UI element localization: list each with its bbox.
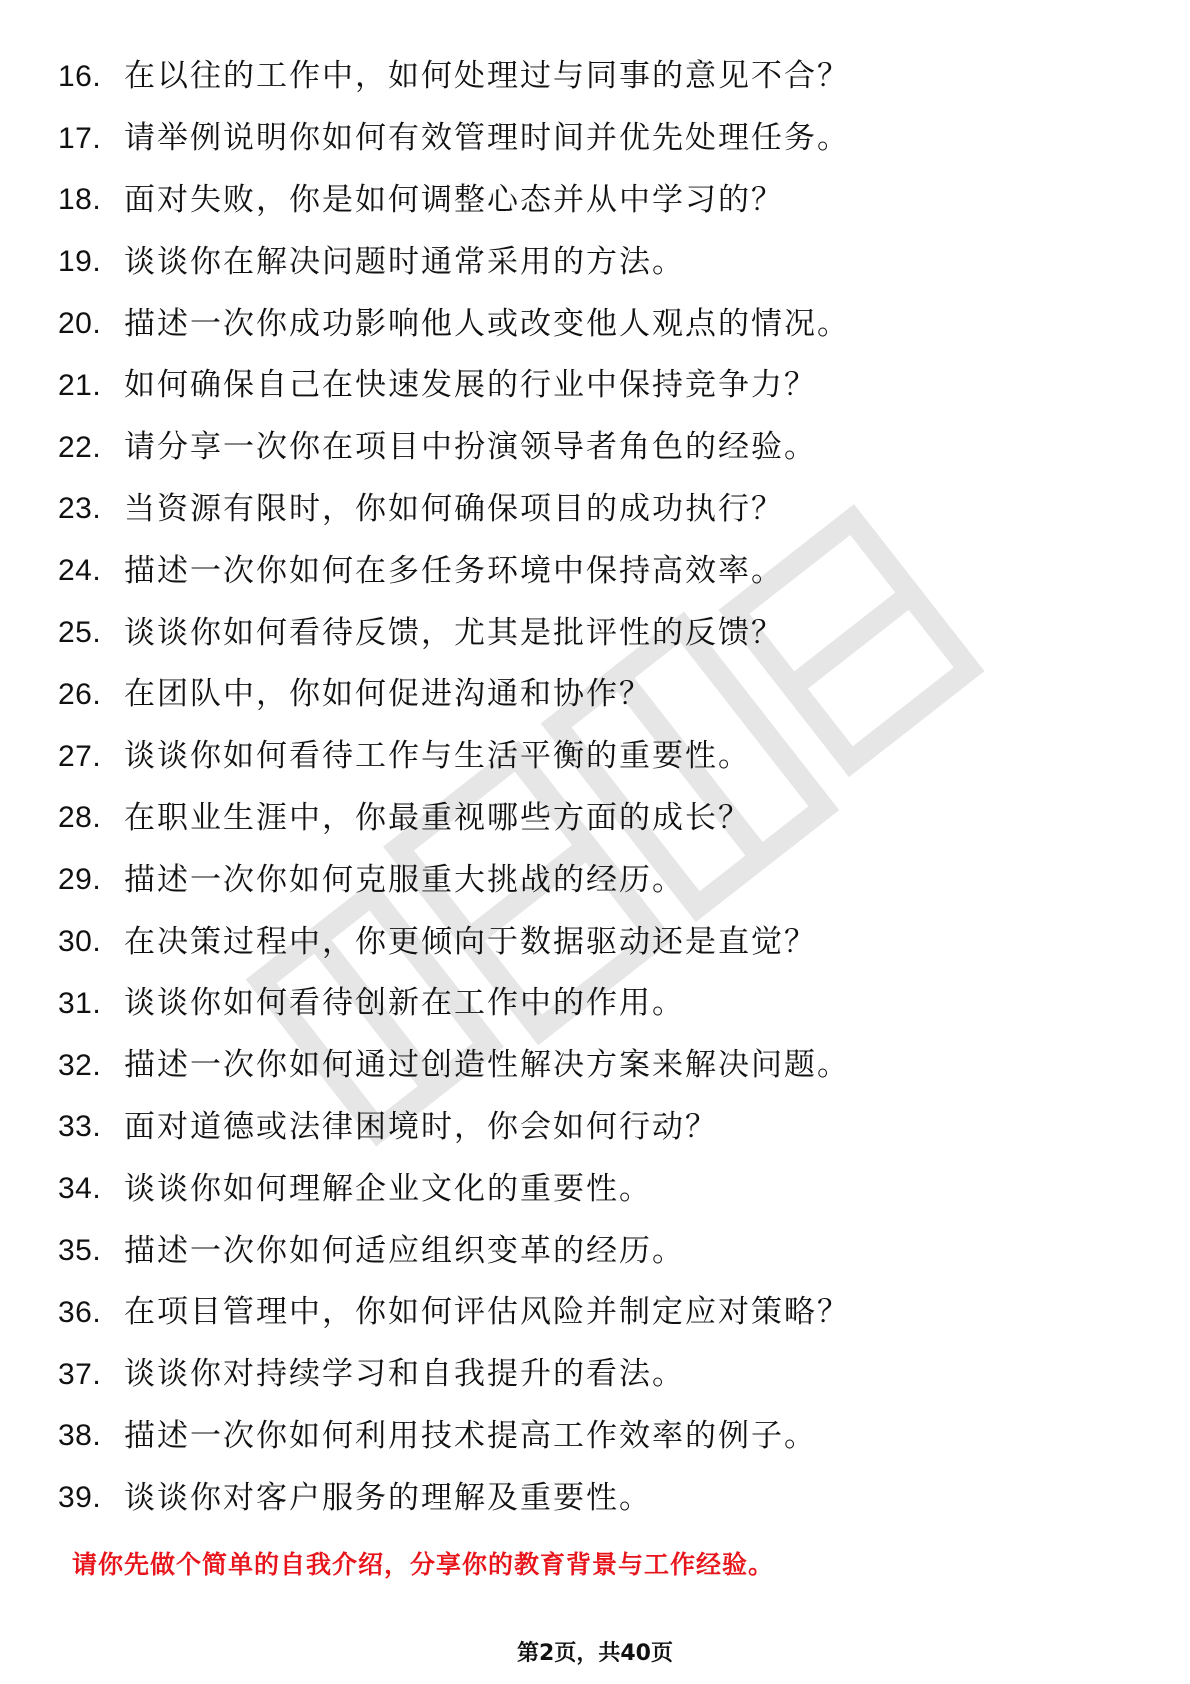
question-item <box>58 170 1138 232</box>
question-item <box>58 1035 1138 1097</box>
question-item <box>58 788 1138 850</box>
question-text: 描述一次你如何利用技术提高工作效率的例子。 <box>124 1417 817 1454</box>
question-item <box>58 664 1138 726</box>
question-item <box>58 231 1138 293</box>
question-item <box>58 1344 1138 1406</box>
question-text: 在团队中，你如何促进沟通和协作？ <box>124 676 652 713</box>
question-text: 谈谈你在解决问题时通常采用的方法。 <box>124 243 685 280</box>
question-text: 当资源有限时，你如何确保项目的成功执行？ <box>124 490 784 527</box>
question-text: 谈谈你对持续学习和自我提升的看法。 <box>124 1356 685 1393</box>
question-number: 27. <box>58 739 102 773</box>
question-item <box>58 540 1138 602</box>
question-number: 24. <box>58 554 102 588</box>
question-number: 26. <box>58 677 102 711</box>
question-number: 36. <box>58 1295 102 1329</box>
question-text: 如何确保自己在快速发展的行业中保持竞争力？ <box>124 367 817 404</box>
question-number: 35. <box>58 1234 102 1268</box>
question-item <box>58 479 1138 541</box>
question-text: 谈谈你如何理解企业文化的重要性。 <box>124 1170 652 1207</box>
question-number: 39. <box>58 1481 102 1515</box>
question-item <box>58 46 1138 108</box>
question-number: 29. <box>58 863 102 897</box>
question-item <box>58 849 1138 911</box>
question-item <box>58 1282 1138 1344</box>
question-item <box>58 1406 1138 1468</box>
question-text: 在以往的工作中，如何处理过与同事的意见不合？ <box>124 58 850 95</box>
question-text: 面对道德或法律困境时，你会如何行动？ <box>124 1108 718 1145</box>
question-item <box>58 973 1138 1035</box>
question-text: 请分享一次你在项目中扮演领导者角色的经验。 <box>124 429 817 466</box>
question-text: 描述一次你如何通过创造性解决方案来解决问题。 <box>124 1047 850 1084</box>
question-number: 38. <box>58 1419 102 1453</box>
question-number: 16. <box>58 59 102 93</box>
question-text: 在决策过程中，你更倾向于数据驱动还是直觉？ <box>124 923 817 960</box>
question-number: 21. <box>58 368 102 402</box>
question-number: 25. <box>58 616 102 650</box>
question-text: 描述一次你如何适应组织变革的经历。 <box>124 1232 685 1269</box>
question-item <box>58 293 1138 355</box>
intro-prompt: 请你先做个简单的自我介绍，分享你的教育背景与工作经验。 <box>72 1550 775 1579</box>
question-item <box>58 1220 1138 1282</box>
question-text: 请举例说明你如何有效管理时间并优先处理任务。 <box>124 120 850 157</box>
question-item <box>58 1097 1138 1159</box>
question-number: 31. <box>58 986 102 1020</box>
question-item <box>58 1158 1138 1220</box>
question-text: 在项目管理中，你如何评估风险并制定应对策略？ <box>124 1294 850 1331</box>
question-item <box>58 417 1138 479</box>
question-number: 19. <box>58 245 102 279</box>
question-number: 37. <box>58 1357 102 1391</box>
question-number: 33. <box>58 1110 102 1144</box>
question-number: 18. <box>58 183 102 217</box>
question-text: 谈谈你如何看待工作与生活平衡的重要性。 <box>124 738 751 775</box>
question-text: 在职业生涯中，你最重视哪些方面的成长？ <box>124 799 751 836</box>
question-item <box>58 355 1138 417</box>
question-number: 28. <box>58 801 102 835</box>
question-number: 17. <box>58 121 102 155</box>
question-list <box>58 46 1138 1529</box>
question-item <box>58 108 1138 170</box>
question-text: 描述一次你如何克服重大挑战的经历。 <box>124 861 685 898</box>
question-item <box>58 726 1138 788</box>
question-number: 32. <box>58 1048 102 1082</box>
question-number: 34. <box>58 1172 102 1206</box>
question-number: 23. <box>58 492 102 526</box>
question-text: 谈谈你如何看待创新在工作中的作用。 <box>124 985 685 1022</box>
question-item <box>58 1467 1138 1529</box>
page-number: 第2页，共40页 <box>517 1641 673 1666</box>
question-text: 谈谈你如何看待反馈，尤其是批评性的反馈？ <box>124 614 784 651</box>
question-item <box>58 911 1138 973</box>
question-text: 面对失败，你是如何调整心态并从中学习的？ <box>124 181 784 218</box>
question-item <box>58 602 1138 664</box>
question-number: 22. <box>58 430 102 464</box>
question-text: 描述一次你成功影响他人或改变他人观点的情况。 <box>124 305 850 342</box>
question-text: 谈谈你对客户服务的理解及重要性。 <box>124 1479 652 1516</box>
question-number: 30. <box>58 925 102 959</box>
question-number: 20. <box>58 307 102 341</box>
question-text: 描述一次你如何在多任务环境中保持高效率。 <box>124 552 784 589</box>
